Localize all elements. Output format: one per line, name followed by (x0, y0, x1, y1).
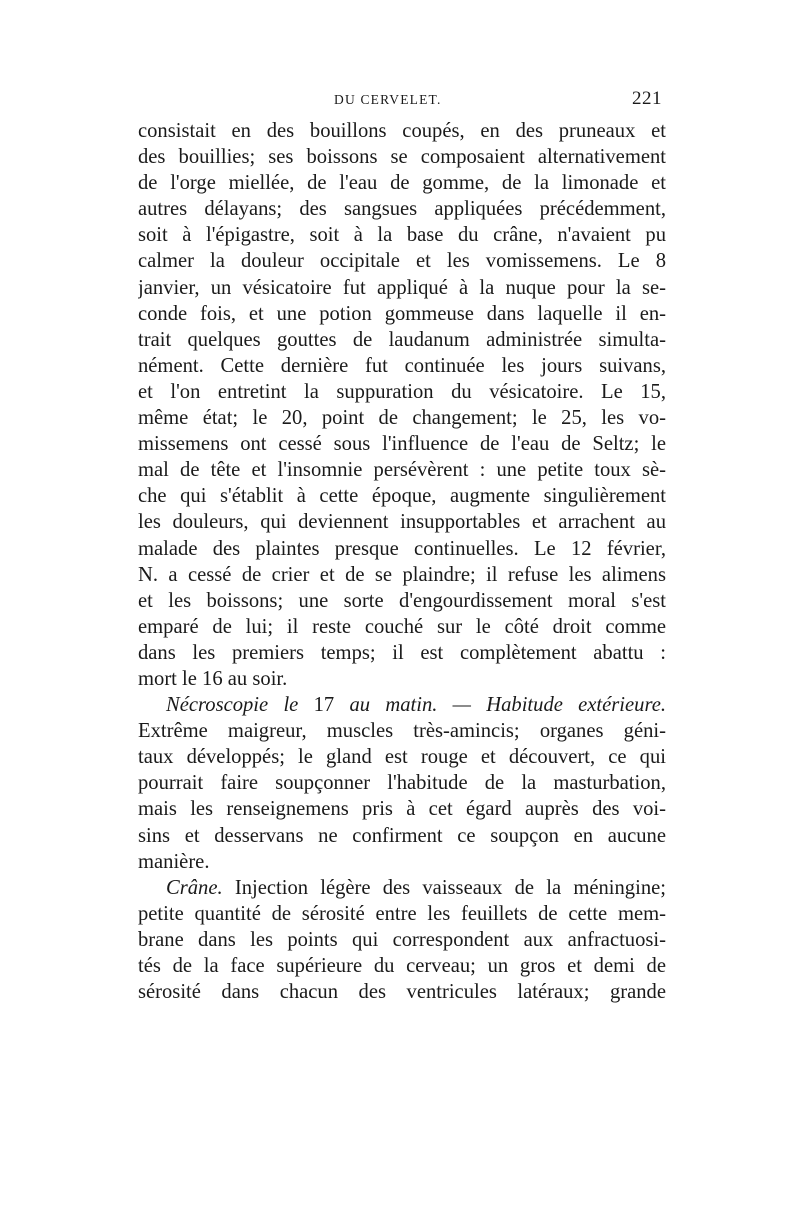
running-head (138, 88, 666, 114)
text-line: tés de la face supérieure du cerveau; un gros et demi de (138, 955, 666, 977)
text-line: pourrait faire soupçonner l'habitude de la masturbation, (138, 772, 666, 795)
text-line: janvier, un vésicatoire fut appliqué à la nuque pour la se- (138, 276, 666, 299)
text-run: Injection légère des vaisseaux de la méningine; (234, 876, 666, 899)
page-number: 221 (632, 88, 662, 109)
text-line: des bouillies; ses boissons se composaient alternativement (138, 146, 666, 169)
text-line: taux développés; le gland est rouge et découvert, ce qui (138, 746, 666, 769)
text-line: nément. Cette dernière fut continuée les jours suivans, (138, 354, 666, 377)
text-line: mais les renseignemens pris à cet égard auprès des voi- (138, 798, 666, 821)
text-line: calmer la douleur occipitale et les vomissemens. Le 8 (138, 250, 666, 273)
necroscopy-date: 17 (313, 694, 335, 717)
text-line: trait quelques gouttes de laudanum administrée simulta- (138, 328, 666, 351)
text-line: N. a cessé de crier et de se plaindre; il refuse les alimens (138, 563, 666, 586)
text-line: petite quantité de sérosité entre les feuillets de cette mem- (138, 902, 666, 925)
text-line: et les boissons; une sorte d'engourdissement moral s'est (138, 589, 666, 612)
skull-heading: Crâne. (166, 876, 223, 899)
text-line: Extrême maigreur, muscles très-amincis; organes géni- (138, 720, 666, 743)
text-line: conde fois, et une potion gommeuse dans laquelle il en- (138, 302, 666, 325)
text-line: les douleurs, qui deviennent insupportables et arrachent au (138, 511, 666, 534)
text-line: mort le 16 au soir. (138, 667, 288, 690)
text-line: consistait en des bouillons coupés, en des pruneaux et (138, 120, 666, 142)
text-line: soit à l'épigastre, soit à la base du crâne, n'avaient pu (138, 224, 666, 247)
section-heading-line (138, 692, 666, 718)
text-line: che qui s'établit à cette époque, augmente singulièrement (138, 485, 666, 508)
text-line: même état; le 20, point de changement; le 25, les vo- (138, 407, 666, 430)
text-line: manière. (138, 850, 210, 873)
book-page (138, 88, 666, 1005)
text-line: dans les premiers temps; il est complètement abattu : (138, 641, 666, 664)
text-line: brane dans les points qui correspondent aux anfractuosi- (138, 928, 666, 951)
text-line: emparé de lui; il reste couché sur le côté droit comme (138, 615, 666, 638)
text-line: sérosité dans chacun des ventricules latéraux; grande (138, 981, 666, 1004)
running-title: DU CERVELET. (334, 92, 442, 107)
text-line: de l'orge miellée, de l'eau de gomme, de la limonade et (138, 172, 666, 195)
text-line: mal de tête et l'insomnie persévèrent : une petite toux sè- (138, 459, 666, 482)
text-line: autres délayans; des sangsues appliquées précédemment, (138, 198, 666, 221)
text-line: malade des plaintes presque continuelles. Le 12 février, (138, 537, 666, 560)
text-line: sins et desservans ne confirment ce soupçon en aucune (138, 824, 666, 847)
text-line: et l'on entretint la suppuration du vésicatoire. Le 15, (138, 380, 666, 403)
section-heading-line (138, 875, 666, 901)
body-text (138, 118, 666, 1005)
external-habit-heading: au matin. — Habitude extérieure. (349, 694, 666, 717)
necroscopy-heading: Nécroscopie le (166, 694, 299, 717)
text-line: missemens ont cessé sous l'influence de l'eau de Seltz; le (138, 433, 666, 456)
